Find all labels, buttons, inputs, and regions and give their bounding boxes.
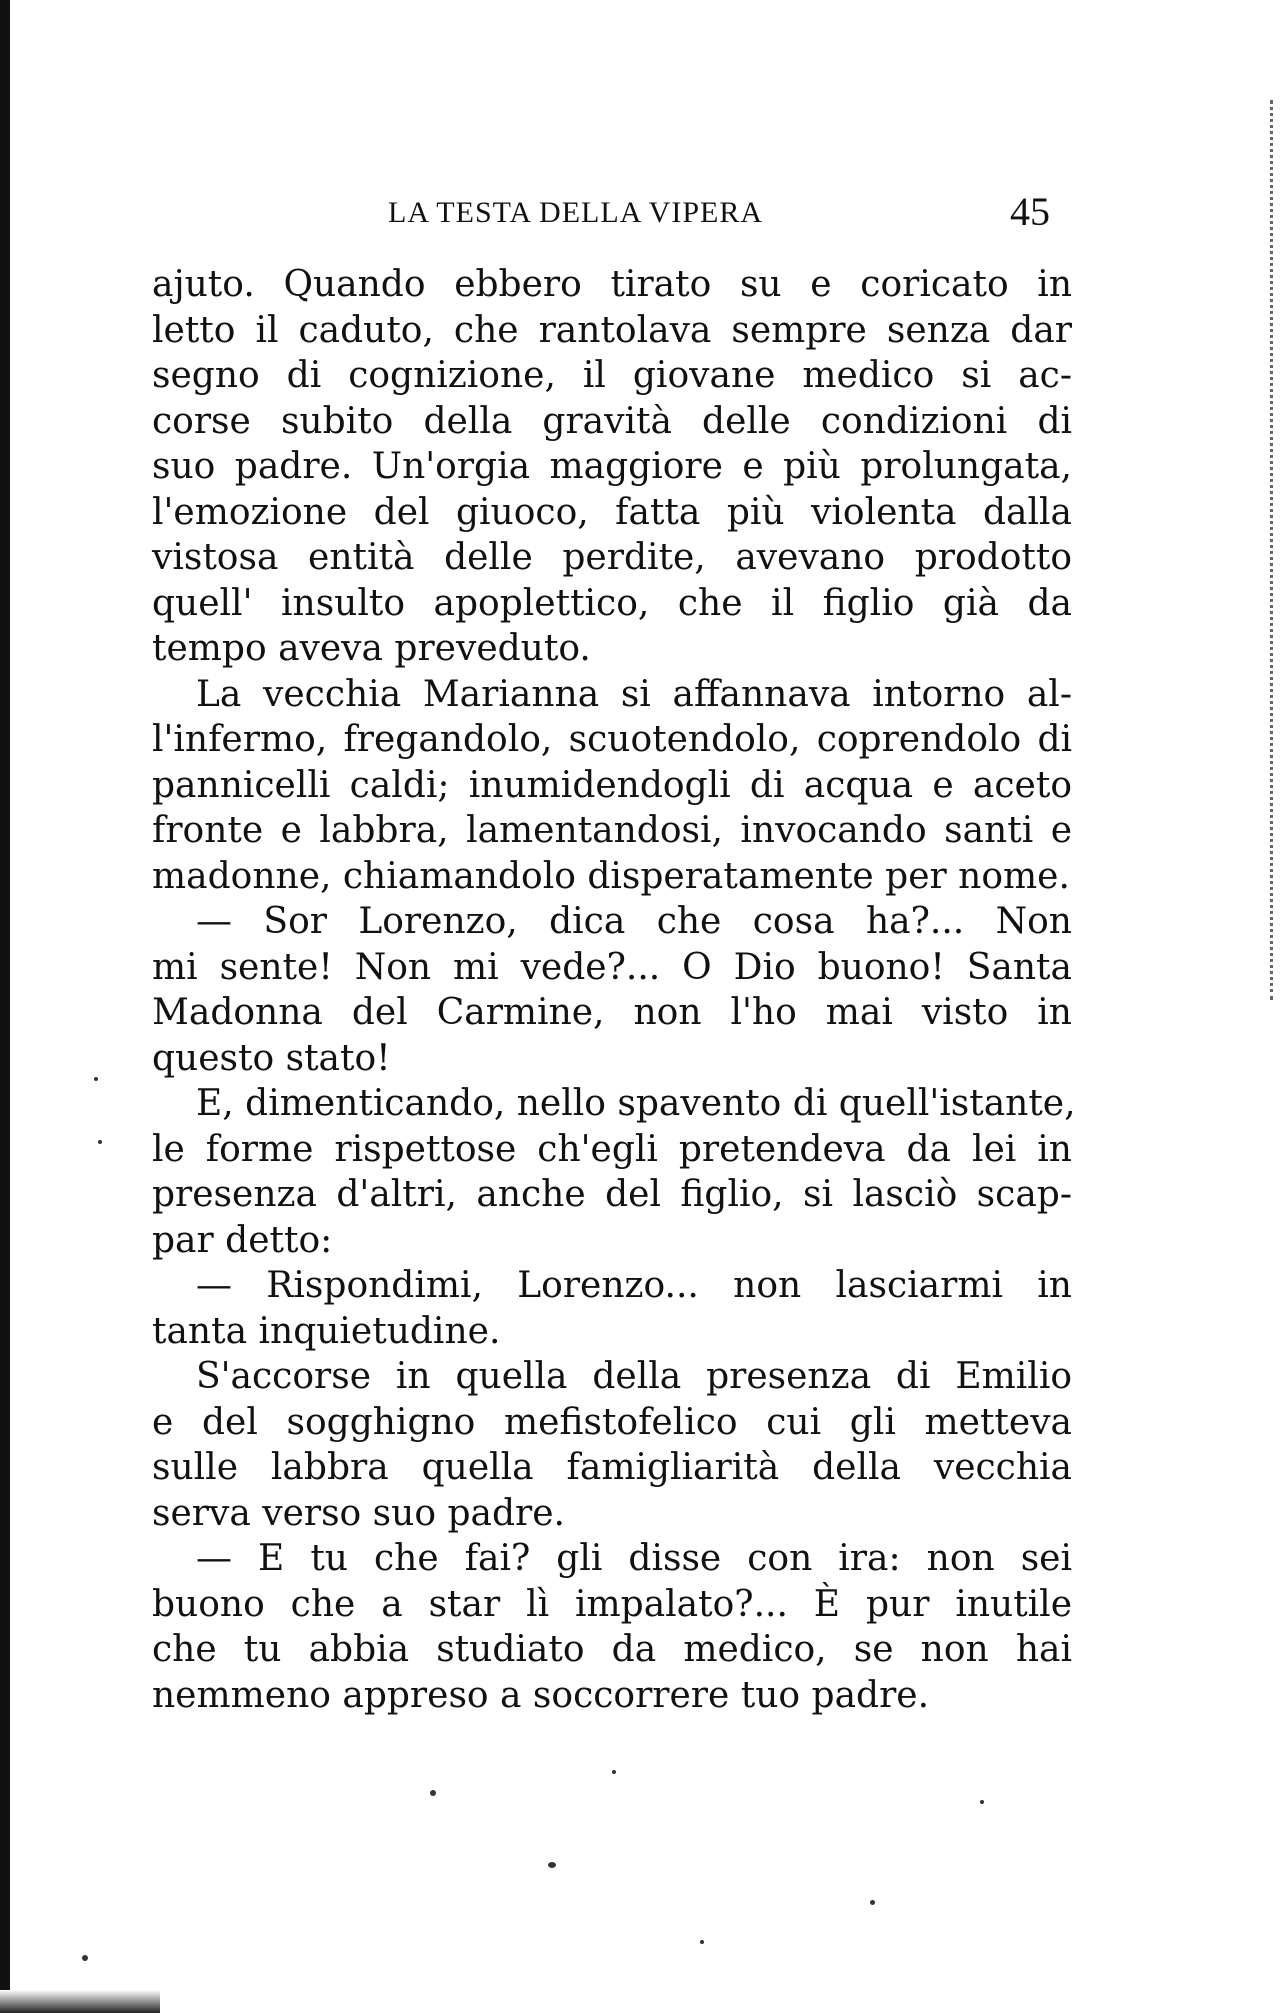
text-line: questo stato! (152, 1037, 391, 1079)
text-line: ajuto. Quando ebbero tirato su e coricato in (152, 264, 1072, 305)
page-binding-shadow (0, 0, 10, 2013)
text-line: fronte e labbra, lamentandosi, invocando santi e (152, 810, 1072, 851)
scan-speck (98, 1140, 102, 1144)
text-line: par detto: (152, 1219, 333, 1261)
text-line: letto il caduto, che rantolava sempre senza dar (152, 309, 1072, 351)
text-line: tempo aveva preveduto. (152, 628, 591, 669)
text-line: — E tu che fai? gli disse con ira: non sei (196, 1538, 1072, 1579)
scan-speck (700, 1940, 704, 1944)
page-corner-shadow (0, 1990, 160, 2013)
text-line: e del sogghigno mefistofelico cui gli metteva (152, 1401, 1072, 1443)
text-line: vistosa entità delle perdite, avevano prodotto (152, 537, 1072, 578)
text-line: La vecchia Marianna si affannava intorno al- (196, 673, 1072, 715)
body-text (152, 262, 1076, 1718)
text-line: — Sor Lorenzo, dica che cosa ha?... Non (196, 901, 1072, 942)
text-line: nemmeno appreso a soccorrere tuo padre. (152, 1674, 930, 1716)
text-line: le forme rispettose ch'egli pretendeva da lei in (152, 1128, 1072, 1170)
page-number: 45 (1010, 189, 1050, 234)
text-line: buono che a star lì impalato?... È pur inutile (152, 1583, 1072, 1625)
scan-speck (612, 1770, 616, 1774)
text-line: E, dimenticando, nello spavento di quell'istante, (196, 1083, 1076, 1124)
text-line: segno di cognizione, il giovane medico si ac- (152, 355, 1072, 396)
running-title: LA TESTA DELLA VIPERA (388, 196, 764, 229)
scan-speck (980, 1800, 984, 1804)
text-line: quell' insulto apoplettico, che il figlio già da (152, 582, 1072, 624)
text-line: tanta inquietudine. (152, 1310, 501, 1352)
text-line: suo padre. Un'orgia maggiore e più prolungata, (152, 446, 1072, 487)
scan-speck (82, 1955, 88, 1961)
text-line: che tu abbia studiato da medico, se non hai (152, 1629, 1072, 1670)
text-line: — Rispondimi, Lorenzo... non lasciarmi in (196, 1265, 1072, 1306)
page-edge-dots (1270, 100, 1276, 1000)
text-line: corse subito della gravità delle condizioni di (152, 400, 1072, 442)
text-line: mi sente! Non mi vede?... O Dio buono! Santa (152, 946, 1072, 988)
text-line: l'infermo, fregandolo, scuotendolo, coprendolo di (152, 719, 1072, 760)
text-line: madonne, chiamandolo disperatamente per nome. (152, 855, 1070, 897)
scan-speck (548, 1862, 556, 1868)
scan-speck (870, 1900, 875, 1905)
text-line: pannicelli caldi; inumidendogli di acqua e aceto (152, 764, 1072, 806)
text-line: serva verso suo padre. (152, 1492, 565, 1534)
text-line: Madonna del Carmine, non l'ho mai visto in (152, 992, 1072, 1033)
scan-speck (430, 1790, 436, 1796)
running-head (158, 188, 1070, 244)
scan-speck (94, 1077, 98, 1081)
text-line: presenza d'altri, anche del figlio, si lasciò scap- (152, 1174, 1072, 1215)
text-line: sulle labbra quella famigliarità della vecchia (152, 1447, 1072, 1488)
text-line: l'emozione del giuoco, fatta più violenta dalla (152, 491, 1072, 533)
text-line: S'accorse in quella della presenza di Emilio (196, 1356, 1072, 1397)
